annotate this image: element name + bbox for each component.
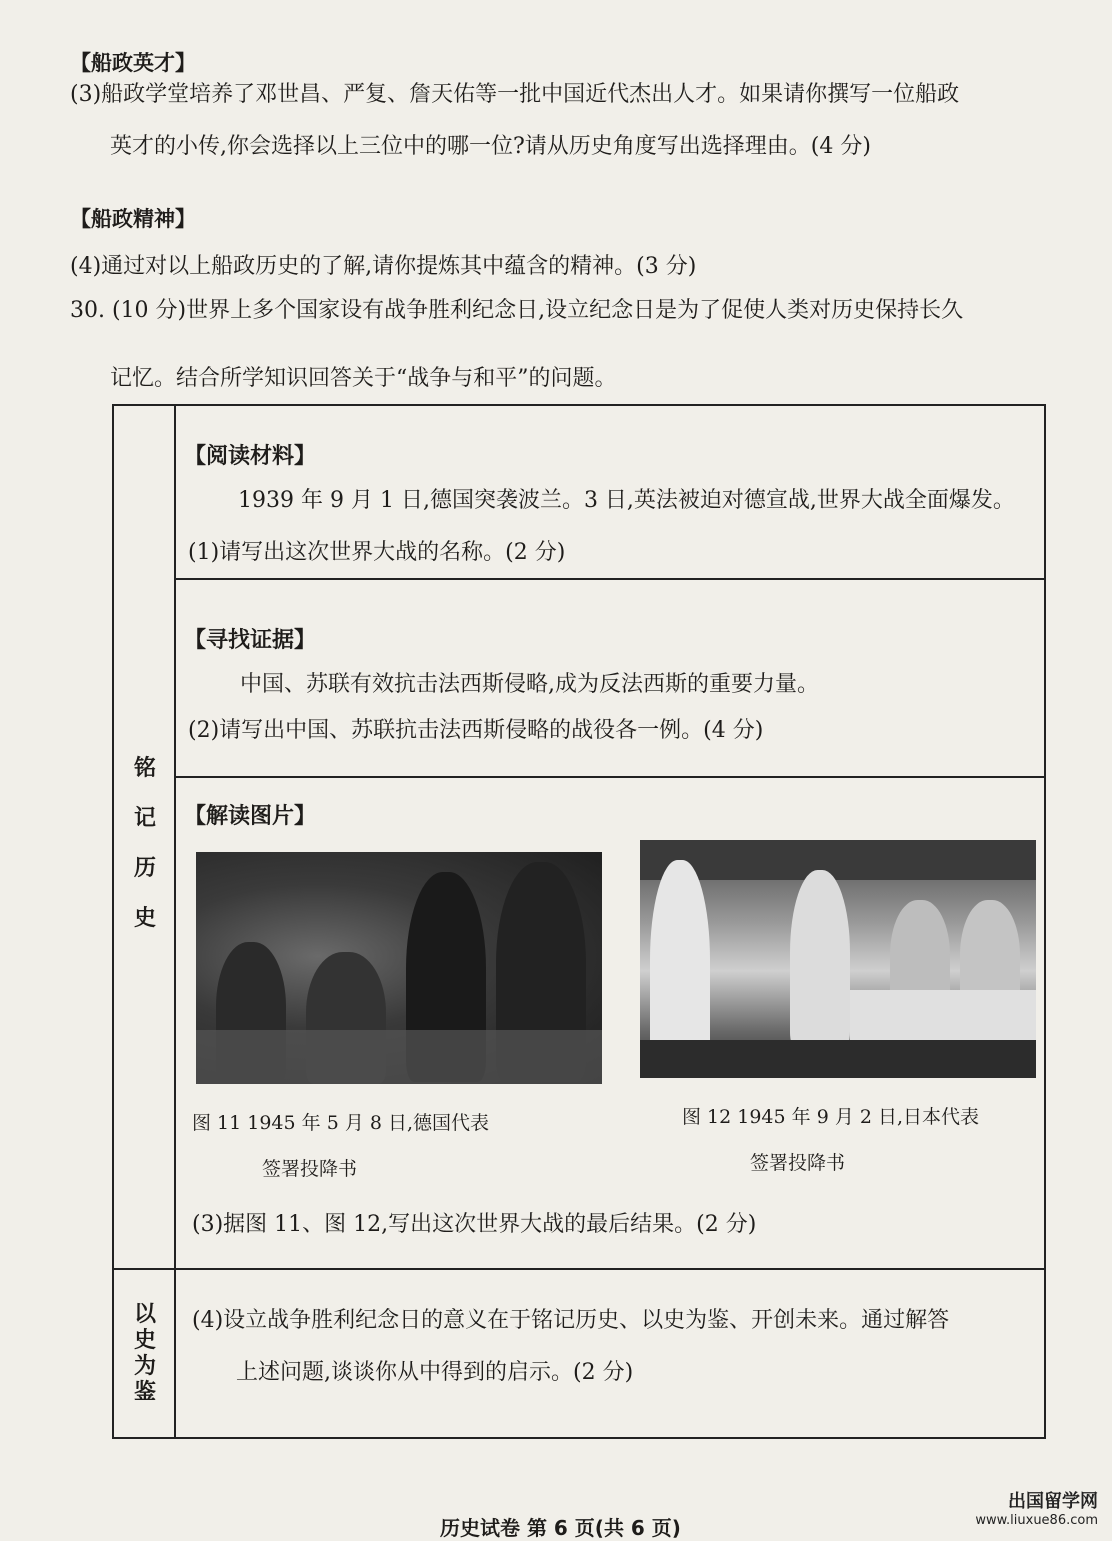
question-30-line-1: 30. (10 分)世界上多个国家设有战争胜利纪念日,设立纪念日是为了促使人类对历史保持长久 [70, 298, 964, 323]
section-2-question: (2)请写出中国、苏联抗击法西斯侵略的战役各一例。(4 分) [188, 718, 764, 743]
figure-12-photo [640, 840, 1036, 1078]
figure-12-caption-line-1: 图 12 1945 年 9 月 2 日,日本代表 [682, 1106, 980, 1128]
question-3-line-2: 英才的小传,你会选择以上三位中的哪一位?请从历史角度写出选择理由。(4 分) [110, 134, 871, 159]
table-row-divider [174, 578, 1044, 580]
watermark-logo [975, 1487, 1098, 1528]
watermark-name: 出国留学网 [1008, 1491, 1098, 1512]
figure-11-caption-line-2: 签署投降书 [262, 1158, 358, 1180]
page-footer: 历史试卷 第 6 页(共 6 页) [440, 1516, 681, 1540]
section-1-text: 1939 年 9 月 1 日,德国突袭波兰。3 日,英法被迫对德宣战,世界大战全面爆发。 [238, 488, 1015, 513]
question-4: (4)通过对以上船政历史的了解,请你提炼其中蕴含的精神。(3 分) [70, 254, 697, 279]
section-4-line-1: (4)设立战争胜利纪念日的意义在于铭记历史、以史为鉴、开创未来。通过解答 [192, 1308, 950, 1333]
watermark-url: www.liuxue86.com [975, 1513, 1098, 1528]
section-1-heading: 【阅读材料】 [184, 444, 317, 469]
question-30-line-2: 记忆。结合所学知识回答关于“战争与和平”的问题。 [110, 366, 617, 391]
section-2-text: 中国、苏联有效抗击法西斯侵略,成为反法西斯的重要力量。 [240, 672, 819, 697]
table-row-divider [114, 1268, 1044, 1270]
section-4-line-2: 上述问题,谈谈你从中得到的启示。(2 分) [236, 1360, 634, 1385]
side-label-yishi-weijian: 以 史 为 鉴 [133, 1302, 156, 1405]
heading-chuanzheng-yingcai: 【船政英才】 [70, 51, 196, 75]
section-3-heading: 【解读图片】 [184, 804, 317, 829]
question-table [112, 404, 1046, 1439]
section-1-question: (1)请写出这次世界大战的名称。(2 分) [188, 540, 566, 565]
table-row-divider [174, 776, 1044, 778]
figure-11-caption-line-1: 图 11 1945 年 5 月 8 日,德国代表 [192, 1112, 490, 1134]
figure-11-photo [196, 852, 602, 1084]
heading-chuanzheng-jingshen: 【船政精神】 [70, 207, 196, 231]
section-3-question: (3)据图 11、图 12,写出这次世界大战的最后结果。(2 分) [192, 1212, 757, 1237]
question-3-line-1: (3)船政学堂培养了邓世昌、严复、詹天佑等一批中国近代杰出人才。如果请你撰写一位船政 [70, 82, 960, 107]
figure-12-caption-line-2: 签署投降书 [750, 1152, 846, 1174]
section-2-heading: 【寻找证据】 [184, 628, 317, 653]
side-label-mingji-lishi: 铭 记 历 史 [133, 756, 156, 931]
table-vertical-divider [174, 406, 176, 1437]
